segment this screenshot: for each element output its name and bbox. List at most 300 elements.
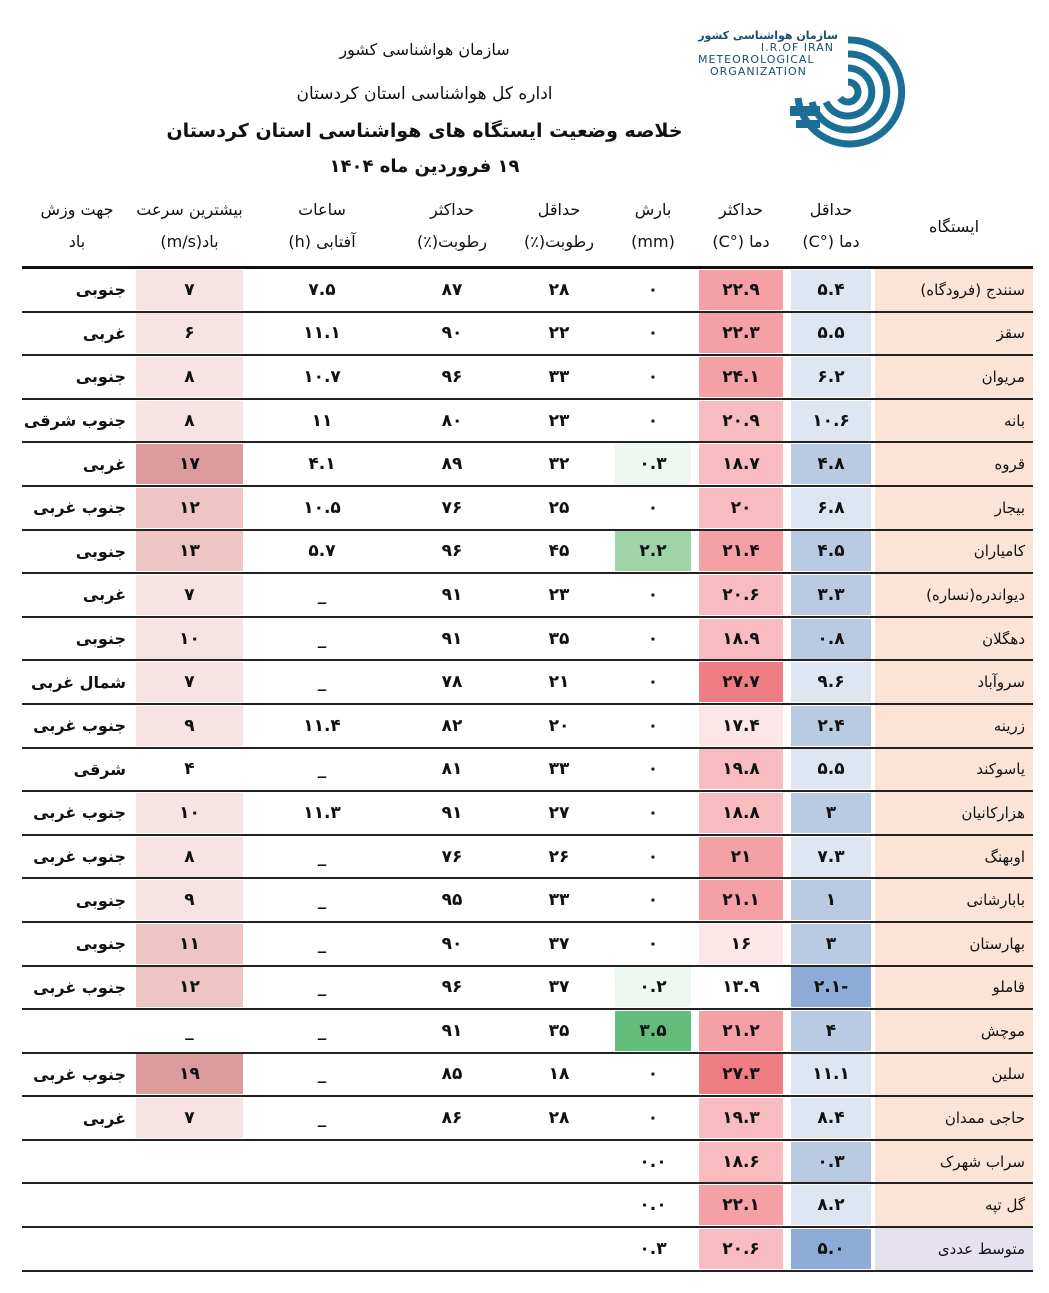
rain-cell	[611, 312, 695, 356]
sunshine-cell-value: ۱۰.۵	[303, 497, 341, 518]
sunshine-cell	[247, 486, 397, 530]
min-temp-cell-value: ۸.۴	[791, 1098, 871, 1138]
max-humidity-cell	[397, 1183, 507, 1227]
col-max-temp: حداکثر دما (°C)	[712, 200, 770, 251]
rain-cell-value: ۰	[647, 1064, 659, 1085]
col-wind-direction: جهت وزش باد	[40, 200, 114, 251]
sunshine-cell	[247, 878, 397, 922]
min-temp-cell-value: ۵.۵	[791, 313, 871, 353]
max-humidity-cell	[397, 486, 507, 530]
sunshine-cell	[247, 1140, 397, 1184]
min-temp-cell-value: ۶.۸	[791, 488, 871, 528]
max-temp-cell	[695, 617, 787, 661]
station-cell: حاجی ممدان	[875, 1096, 1033, 1140]
rain-cell-value: ۰	[647, 672, 659, 693]
sunshine-cell-value: _	[317, 1064, 327, 1085]
max-temp-cell-value: ۲۷.۳	[699, 1054, 783, 1094]
min-humidity-cell-value: ۲۳	[548, 410, 570, 431]
min-temp-cell	[787, 268, 875, 312]
min-temp-cell-value: ۴.۵	[791, 531, 871, 571]
table-row	[22, 878, 1033, 922]
min-humidity-cell	[507, 922, 611, 966]
max-temp-cell-value: ۲۰.۶	[699, 1229, 783, 1269]
max-humidity-cell	[397, 617, 507, 661]
max-wind-cell	[132, 530, 247, 574]
station-cell: موچش	[875, 1009, 1033, 1053]
rain-cell-value: ۰	[647, 715, 659, 736]
max-humidity-cell-value: ۷۸	[441, 672, 463, 693]
max-wind-cell	[132, 1053, 247, 1097]
min-humidity-cell-value: ۲۷	[548, 802, 570, 823]
min-temp-cell-value: -۲.۱	[791, 967, 871, 1007]
min-humidity-cell-value	[511, 1185, 607, 1225]
report-date: ۱۹ فروردین ماه ۱۴۰۴	[329, 156, 520, 177]
max-humidity-cell	[397, 791, 507, 835]
sunshine-cell	[247, 1227, 397, 1271]
sunshine-cell	[247, 1096, 397, 1140]
min-temp-cell	[787, 617, 875, 661]
station-cell: سروآباد	[875, 660, 1033, 704]
max-humidity-cell-value: ۹۰	[441, 933, 463, 954]
wind-direction-cell: جنوبی	[22, 617, 132, 661]
min-humidity-cell-value: ۲۸	[548, 1108, 570, 1129]
max-temp-cell	[695, 922, 787, 966]
max-wind-cell-value: ۸	[136, 357, 243, 397]
rain-cell	[611, 1053, 695, 1097]
max-wind-cell-value: ۱۱	[136, 924, 243, 964]
max-temp-cell-value: ۱۹.۸	[699, 749, 783, 789]
rain-cell	[611, 573, 695, 617]
sunshine-cell-value: _	[317, 977, 327, 998]
max-humidity-cell	[397, 573, 507, 617]
table-row	[22, 835, 1033, 879]
max-temp-cell-value: ۱۹.۳	[699, 1098, 783, 1138]
max-temp-cell-value: ۱۳.۹	[722, 977, 760, 998]
min-temp-cell	[787, 922, 875, 966]
rain-cell	[611, 748, 695, 792]
max-temp-cell-value: ۱۸.۸	[699, 793, 783, 833]
min-temp-cell-value: ۴	[791, 1011, 871, 1051]
wind-direction-cell: جنوب غربی	[22, 966, 132, 1010]
rain-cell	[611, 530, 695, 574]
logo-text-meteorological: METEOROLOGICAL	[698, 53, 815, 66]
max-humidity-cell-value: ۹۱	[441, 628, 463, 649]
wind-direction-cell: غربی	[22, 312, 132, 356]
max-humidity-cell	[397, 922, 507, 966]
table-row	[22, 1140, 1033, 1184]
rain-cell-value: ۰	[647, 366, 659, 387]
sunshine-cell	[247, 835, 397, 879]
max-temp-cell	[695, 1053, 787, 1097]
max-temp-cell-value: ۲۲.۳	[699, 313, 783, 353]
station-cell: سراب شهرک	[875, 1140, 1033, 1184]
wind-direction-cell: جنوبی	[22, 268, 132, 312]
max-wind-cell	[132, 1009, 247, 1053]
min-humidity-cell-value: ۳۵	[548, 1020, 570, 1041]
max-humidity-cell	[397, 835, 507, 879]
min-temp-cell	[787, 966, 875, 1010]
sunshine-cell	[247, 268, 397, 312]
max-humidity-cell	[397, 399, 507, 443]
sunshine-cell	[247, 660, 397, 704]
rain-cell-value: ۰	[647, 584, 659, 605]
max-wind-cell-value: _	[185, 1020, 194, 1041]
table-row	[22, 617, 1033, 661]
min-humidity-cell	[507, 1009, 611, 1053]
col-max-wind: بیشترین سرعت باد(m/s)	[136, 200, 243, 251]
max-wind-cell	[132, 966, 247, 1010]
col-rain: بارش (mm)	[631, 200, 675, 251]
max-temp-cell-value: ۲۰.۹	[699, 401, 783, 441]
max-temp-cell	[695, 1096, 787, 1140]
max-humidity-cell-value: ۹۰	[441, 323, 463, 344]
wind-direction-cell: شمال غربی	[22, 660, 132, 704]
min-humidity-cell	[507, 704, 611, 748]
rain-cell-value: ۰.۳	[615, 444, 691, 484]
station-cell: زرینه	[875, 704, 1033, 748]
rain-cell-value: ۰	[647, 323, 659, 344]
rain-cell	[611, 1227, 695, 1271]
min-humidity-cell	[507, 268, 611, 312]
rain-cell	[611, 878, 695, 922]
max-temp-cell	[695, 704, 787, 748]
station-cell: هزارکانیان	[875, 791, 1033, 835]
sunshine-cell	[247, 312, 397, 356]
wind-direction-cell: جنوبی	[22, 530, 132, 574]
min-humidity-cell	[507, 312, 611, 356]
max-humidity-cell-value: ۹۱	[441, 1020, 463, 1041]
max-wind-cell-value: ۹	[136, 880, 243, 920]
max-temp-cell-value: ۲۰	[699, 488, 783, 528]
table-row	[22, 268, 1033, 312]
sunshine-cell	[247, 530, 397, 574]
wind-direction-cell: غربی	[22, 573, 132, 617]
rain-cell-value: ۰	[647, 410, 659, 431]
max-wind-cell-value: ۱۰	[136, 619, 243, 659]
rain-cell-value: ۰	[647, 497, 659, 518]
max-wind-cell-value	[136, 1142, 243, 1182]
max-temp-cell	[695, 486, 787, 530]
max-wind-cell-value: ۷	[136, 1098, 243, 1138]
max-temp-cell	[695, 355, 787, 399]
min-humidity-cell	[507, 530, 611, 574]
rain-cell-value: ۰.۰	[639, 1151, 667, 1172]
max-temp-cell	[695, 442, 787, 486]
wind-direction-cell: جنوبی	[22, 878, 132, 922]
max-temp-cell	[695, 312, 787, 356]
min-temp-cell-value: ۹.۶	[791, 662, 871, 702]
min-humidity-cell-value: ۲۰	[548, 715, 570, 736]
min-humidity-cell-value: ۲۶	[548, 846, 570, 867]
table-row	[22, 530, 1033, 574]
station-cell: دهگلان	[875, 617, 1033, 661]
table-row	[22, 573, 1033, 617]
station-cell: سنندج (فرودگاه)	[875, 268, 1033, 312]
max-wind-cell-value: ۱۷	[136, 444, 243, 484]
report-title: خلاصه وضعیت ایستگاه های هواشناسی استان کردستان	[166, 120, 683, 142]
max-wind-cell-value	[136, 1229, 243, 1269]
max-wind-cell	[132, 791, 247, 835]
min-humidity-cell-value: ۲۲	[548, 323, 570, 344]
sunshine-cell	[247, 748, 397, 792]
max-humidity-cell-value: ۹۶	[441, 541, 463, 562]
min-humidity-cell-value: ۲۱	[548, 672, 570, 693]
max-temp-cell	[695, 530, 787, 574]
max-wind-cell	[132, 748, 247, 792]
max-wind-cell-value: ۶	[136, 313, 243, 353]
min-temp-cell-value: ۶.۲	[791, 357, 871, 397]
max-humidity-cell	[397, 748, 507, 792]
max-wind-cell-value: ۱۹	[136, 1054, 243, 1094]
max-humidity-cell	[397, 268, 507, 312]
min-humidity-cell-value: ۳۷	[548, 933, 570, 954]
min-humidity-cell	[507, 1053, 611, 1097]
max-humidity-cell	[397, 1009, 507, 1053]
rain-cell-value: ۳.۵	[615, 1011, 691, 1051]
min-temp-cell	[787, 1009, 875, 1053]
wind-direction-cell: جنوب غربی	[22, 1053, 132, 1097]
station-cell: متوسط عددی	[875, 1227, 1033, 1271]
min-temp-cell	[787, 1140, 875, 1184]
max-temp-cell-value: ۲۱.۴	[699, 531, 783, 571]
max-temp-cell	[695, 748, 787, 792]
rain-cell	[611, 791, 695, 835]
sunshine-cell-value: ۴.۱	[308, 454, 336, 475]
table-row	[22, 486, 1033, 530]
min-humidity-cell	[507, 617, 611, 661]
min-humidity-cell	[507, 573, 611, 617]
max-wind-cell-value: ۷	[136, 662, 243, 702]
max-wind-cell	[132, 355, 247, 399]
max-wind-cell-value: ۱۲	[136, 488, 243, 528]
max-humidity-cell	[397, 1053, 507, 1097]
max-wind-cell-value: ۴	[184, 759, 195, 780]
min-temp-cell	[787, 1096, 875, 1140]
station-cell: مریوان	[875, 355, 1033, 399]
max-wind-cell	[132, 268, 247, 312]
wind-direction-cell	[22, 1227, 132, 1271]
table-row	[22, 660, 1033, 704]
max-wind-cell-value: ۸	[136, 837, 243, 877]
max-temp-cell-value: ۱۸.۶	[699, 1142, 783, 1182]
min-temp-cell-value: ۸.۲	[791, 1185, 871, 1225]
min-temp-cell	[787, 312, 875, 356]
max-wind-cell-value: ۷	[136, 575, 243, 615]
rain-cell	[611, 1140, 695, 1184]
min-temp-cell	[787, 1227, 875, 1271]
rain-cell-value: ۰.۰	[639, 1195, 667, 1216]
min-humidity-cell-value: ۳۳	[548, 759, 570, 780]
max-humidity-cell	[397, 704, 507, 748]
col-min-temp: حداقل دما (°C)	[802, 200, 860, 251]
sunshine-cell-value: _	[317, 890, 327, 911]
max-humidity-cell-value: ۷۶	[441, 846, 463, 867]
wind-direction-cell	[22, 1140, 132, 1184]
max-wind-cell	[132, 1096, 247, 1140]
sunshine-cell-value: _	[317, 672, 327, 693]
rain-cell-value: ۰	[647, 279, 659, 300]
min-humidity-cell-value: ۲۸	[548, 279, 570, 300]
max-wind-cell	[132, 704, 247, 748]
wind-direction-cell: جنوب غربی	[22, 835, 132, 879]
min-humidity-cell-value: ۲۵	[548, 497, 570, 518]
max-humidity-cell-value: ۹۶	[441, 977, 463, 998]
station-cell: بابارشانی	[875, 878, 1033, 922]
min-humidity-cell-value: ۱۸	[548, 1064, 570, 1085]
wind-direction-cell: غربی	[22, 1096, 132, 1140]
max-temp-cell-value: ۱۷.۴	[699, 706, 783, 746]
max-humidity-cell	[397, 355, 507, 399]
sunshine-cell-value: ۷.۵	[308, 279, 336, 300]
sunshine-cell	[247, 1183, 397, 1227]
sunshine-cell	[247, 1053, 397, 1097]
max-temp-cell	[695, 573, 787, 617]
min-humidity-cell	[507, 748, 611, 792]
sunshine-cell-value: _	[317, 628, 327, 649]
station-cell: بیجار	[875, 486, 1033, 530]
max-wind-cell	[132, 617, 247, 661]
sunshine-cell-value: ۵.۷	[308, 541, 336, 562]
max-temp-cell	[695, 660, 787, 704]
department-name: اداره کل هواشناسی استان کردستان	[296, 84, 553, 104]
rain-cell-value: ۰	[647, 890, 659, 911]
max-humidity-cell-value	[401, 1142, 503, 1182]
max-temp-cell-value: ۲۱.۱	[699, 880, 783, 920]
max-temp-cell	[695, 1227, 787, 1271]
table-header-row	[22, 186, 1033, 268]
max-humidity-cell	[397, 530, 507, 574]
sunshine-cell-value: ۱۱.۱	[303, 323, 341, 344]
max-wind-cell	[132, 922, 247, 966]
min-temp-cell	[787, 1183, 875, 1227]
rain-cell	[611, 704, 695, 748]
table-row	[22, 1227, 1033, 1271]
min-temp-cell	[787, 878, 875, 922]
station-cell: یاسوکند	[875, 748, 1033, 792]
max-humidity-cell	[397, 1140, 507, 1184]
wind-direction-cell	[22, 1183, 132, 1227]
table-row	[22, 1096, 1033, 1140]
max-temp-cell	[695, 791, 787, 835]
max-temp-cell-value: ۱۸.۷	[699, 444, 783, 484]
max-humidity-cell-value: ۹۵	[441, 890, 463, 911]
col-station: ایستگاه	[928, 216, 980, 236]
station-cell: اوبهنگ	[875, 835, 1033, 879]
rain-cell-value: ۰	[647, 846, 659, 867]
wind-direction-cell: جنوبی	[22, 922, 132, 966]
sunshine-cell	[247, 573, 397, 617]
min-temp-cell-value: ۵.۴	[791, 270, 871, 310]
min-temp-cell	[787, 530, 875, 574]
max-wind-cell	[132, 399, 247, 443]
table-row	[22, 748, 1033, 792]
max-humidity-cell	[397, 878, 507, 922]
max-temp-cell	[695, 268, 787, 312]
min-temp-cell	[787, 835, 875, 879]
rain-cell	[611, 835, 695, 879]
max-temp-cell	[695, 1183, 787, 1227]
min-humidity-cell-value: ۳۷	[548, 977, 570, 998]
rain-cell	[611, 1183, 695, 1227]
station-cell: دیواندره(نساره)	[875, 573, 1033, 617]
max-wind-cell	[132, 573, 247, 617]
sunshine-cell-value: _	[317, 1020, 327, 1041]
wind-direction-cell	[22, 1009, 132, 1053]
logo-persian-text: سازمان هواشناسی کشور	[698, 29, 838, 42]
min-humidity-cell-value: ۲۳	[548, 584, 570, 605]
max-temp-cell	[695, 835, 787, 879]
sunshine-cell-value: _	[317, 584, 327, 605]
max-wind-cell-value: ۷	[136, 270, 243, 310]
max-humidity-cell-value: ۸۰	[441, 410, 463, 431]
station-cell: سلین	[875, 1053, 1033, 1097]
weather-summary-table	[22, 186, 1033, 1272]
station-cell: گل تپه	[875, 1183, 1033, 1227]
max-temp-cell-value: ۲۷.۷	[699, 662, 783, 702]
max-temp-cell-value: ۱۶	[699, 924, 783, 964]
max-temp-cell-value: ۲۲.۹	[699, 270, 783, 310]
max-humidity-cell-value	[401, 1185, 503, 1225]
sunshine-cell-value: _	[317, 1108, 327, 1129]
station-cell: قروه	[875, 442, 1033, 486]
max-humidity-cell-value: ۹۶	[441, 366, 463, 387]
logo-spiral-icon	[786, 32, 912, 152]
max-wind-cell-value: ۱۲	[136, 967, 243, 1007]
table-row	[22, 355, 1033, 399]
min-temp-cell-value: ۳	[791, 793, 871, 833]
min-temp-cell-value: ۳.۳	[791, 575, 871, 615]
sunshine-cell	[247, 355, 397, 399]
max-humidity-cell	[397, 1096, 507, 1140]
rain-cell	[611, 1096, 695, 1140]
rain-cell	[611, 268, 695, 312]
sunshine-cell	[247, 791, 397, 835]
table-row	[22, 1183, 1033, 1227]
max-temp-cell-value: ۲۱	[699, 837, 783, 877]
rain-cell-value: ۰.۲	[615, 967, 691, 1007]
max-wind-cell	[132, 835, 247, 879]
rain-cell-value: ۰	[647, 1108, 659, 1129]
max-humidity-cell-value: ۸۹	[441, 454, 463, 475]
wind-direction-cell: جنوب غربی	[22, 486, 132, 530]
min-humidity-cell	[507, 1096, 611, 1140]
min-humidity-cell	[507, 660, 611, 704]
station-cell: بهارستان	[875, 922, 1033, 966]
min-temp-cell-value: ۲.۴	[791, 706, 871, 746]
min-temp-cell	[787, 791, 875, 835]
min-humidity-cell-value: ۳۳	[548, 366, 570, 387]
col-max-humidity: حداکثر رطوبت(٪)	[417, 200, 487, 251]
min-temp-cell	[787, 704, 875, 748]
organization-name: سازمان هواشناسی کشور	[339, 40, 510, 59]
wind-direction-cell: جنوب غربی	[22, 704, 132, 748]
min-humidity-cell-value	[511, 1229, 607, 1269]
min-temp-cell-value: ۰.۳	[791, 1142, 871, 1182]
table-row	[22, 922, 1033, 966]
max-wind-cell	[132, 1140, 247, 1184]
min-humidity-cell	[507, 1227, 611, 1271]
min-humidity-cell	[507, 966, 611, 1010]
max-humidity-cell-value: ۸۶	[441, 1108, 463, 1129]
min-humidity-cell	[507, 835, 611, 879]
station-cell: قاملو	[875, 966, 1033, 1010]
logo-text-iran: I.R.OF IRAN	[760, 41, 834, 54]
min-temp-cell	[787, 355, 875, 399]
max-wind-cell	[132, 1183, 247, 1227]
max-wind-cell-value: ۱۳	[136, 531, 243, 571]
min-humidity-cell	[507, 791, 611, 835]
min-temp-cell	[787, 660, 875, 704]
